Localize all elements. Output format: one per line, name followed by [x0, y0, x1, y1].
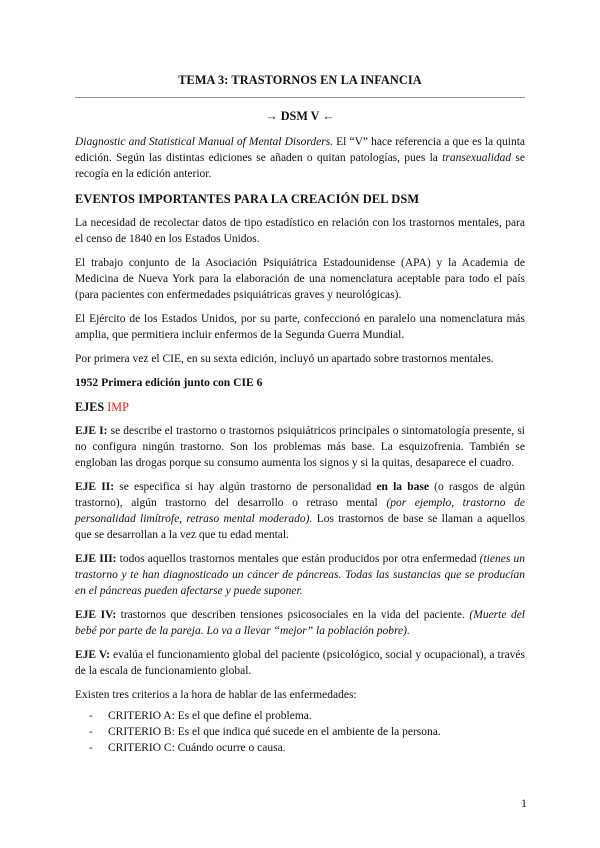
events-heading: EVENTOS IMPORTANTES PARA LA CREACIÓN DEL DSM [75, 192, 420, 206]
criteria-c: CRITERIO C: Cuándo ocurre o causa. [108, 742, 286, 754]
manual-name: Diagnostic and Statistical Manual of Mental Disorders. [75, 136, 334, 148]
eje-5-paragraph [75, 647, 525, 679]
eje-2-text-2: (o rasgos de algún trastorno), algún trastorno del desarrollo o retraso mental [75, 481, 525, 509]
events-paragraph-4: Por primera vez el CIE, en su sexta edición, incluyó un apartado sobre trastornos mentales. [75, 353, 494, 365]
eje-1-label: EJE I: [75, 425, 108, 437]
eje-4-text: trastornos que describen tensiones psicosociales en la vida del paciente. [116, 609, 470, 621]
bullet-dash: - [89, 726, 93, 738]
eje-3-paragraph [75, 551, 525, 599]
page-number: 1 [521, 796, 527, 810]
intro-italic-word: transexualidad [442, 152, 512, 164]
page-title: TEMA 3: TRASTORNOS EN LA INFANCIA [178, 73, 422, 87]
criteria-intro: Existen tres criterios a la hora de hablar de las enfermedades: [75, 689, 357, 701]
eje-5-text: evalúa el funcionamiento global del paciente (psicológico, social y ocupacional), a través de la escala de funcionamiento global. [75, 649, 526, 677]
edition-heading: 1952 Primera edición junto con CIE 6 [75, 376, 263, 389]
events-paragraph-1: La necesidad de recolectar datos de tipo estadístico en relación con los trastornos mentales, para el censo de 1840 en los Estados Unidos. [75, 217, 525, 245]
imp-badge: IMP [107, 400, 129, 414]
events-paragraph-2: El trabajo conjunto de la Asociación Psiquiátrica Estadounidense (APA) y la Academia de Medicina de Nueva York para la elaboración de una nomenclatura aceptable para todo el país (para pacientes con enfermedades psiquiátricas graves y neurológicas). [75, 257, 525, 301]
eje-2-bold: en la base [376, 481, 429, 493]
bullet-dash: - [89, 742, 93, 754]
eje-5-label: EJE V: [75, 649, 110, 661]
events-paragraph-3: El Ejército de los Estados Unidos, por su parte, confeccionó en paralelo una nomenclatura más amplia, que permitiera incluir enfermos de la Segunda Guerra Mundial. [75, 313, 525, 341]
eje-2-text-3: Los trastornos de base se llaman a aquellos que se desarrollan a la vez que tu edad mental. [75, 513, 525, 541]
dsm-label: → DSM V ← [265, 109, 335, 123]
eje-2-text: se especifica si hay algún trastorno de personalidad [114, 481, 377, 493]
criteria-list [75, 708, 525, 756]
eje-3-label: EJE III: [75, 553, 117, 565]
intro-text-end: se recogía en la edición anterior. [75, 152, 526, 180]
eje-2-italic: (por ejemplo, trastorno de personalidad limítrofe, retraso mental moderado). [75, 497, 525, 525]
eje-1-paragraph [75, 423, 525, 471]
eje-2-paragraph [75, 479, 525, 543]
list-item [75, 708, 525, 724]
ejes-label: EJES [75, 400, 105, 414]
list-item [75, 724, 525, 740]
criteria-b: CRITERIO B: Es el que indica qué sucede en el ambiente de la persona. [108, 726, 441, 738]
bullet-dash: - [89, 710, 93, 722]
eje-1-text: se describe el trastorno o trastornos psiquiátricos principales o sintomatología presente, si no configura ningún trastorno. Son los problemas más base. La esquizofrenia. También se engloban las drogas porque su consumo aumenta los signos y si la quitas, desaparece el cuadro. [75, 425, 525, 469]
eje-3-italic: (tienes un trastorno y te han diagnosticado un cáncer de páncreas. Todas las sustancias que se producían en el páncreas pueden afectarse y puede suponer. [75, 553, 525, 597]
eje-4-italic: (Muerte del bebé por parte de la pareja. Lo va a llevar “mejor” la población pobre). [75, 609, 525, 637]
eje-3-text: todos aquellos trastornos mentales que están producidos por otra enfermedad [116, 553, 480, 565]
intro-text: El “V” hace referencia a que es la quinta edición. Según las distintas ediciones se añaden o quitan patologías, pues la [75, 136, 525, 164]
eje-2-label: EJE II: [75, 481, 115, 493]
title-divider [75, 97, 525, 98]
eje-4-label: EJE IV: [75, 609, 117, 621]
list-item [75, 740, 525, 756]
criteria-a: CRITERIO A: Es el que define el problema. [108, 710, 312, 722]
ejes-heading [75, 399, 525, 415]
intro-paragraph [75, 134, 525, 182]
eje-4-paragraph [75, 607, 525, 639]
